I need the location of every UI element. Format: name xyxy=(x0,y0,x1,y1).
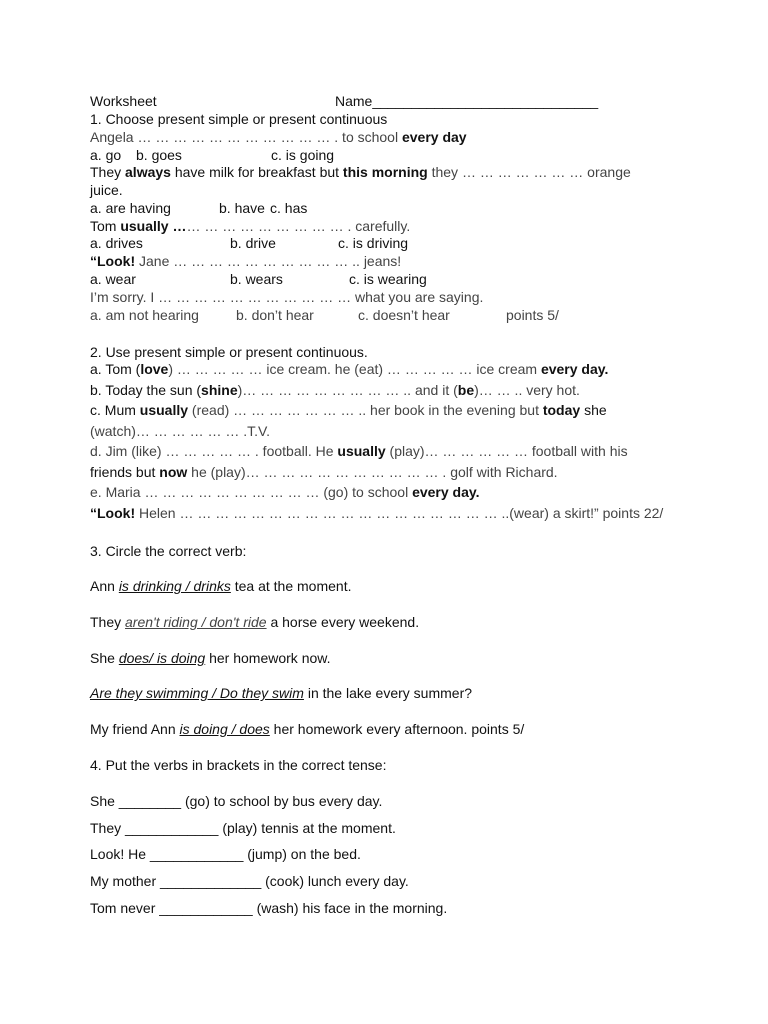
ex1-q1: Angela … … … … … … … … … … … . to school every day xyxy=(90,129,467,145)
ex4-line-5: Tom never ____________ (wash) his face in the morning. xyxy=(90,900,448,916)
ex3-sentence-5: My friend Ann is doing / does her homework every afternoon. points 5/ xyxy=(90,721,525,737)
ex3-heading: 3. Circle the correct verb: xyxy=(90,543,247,559)
ex4-line-4: My mother _____________ (cook) lunch every day. xyxy=(90,873,409,889)
ex1-points: points 5/ xyxy=(506,307,559,323)
ex2-item-e: e. Maria … … … … … … … … … … (go) to school every day. xyxy=(90,484,480,500)
ex1-q3: Tom usually …… … … … … … … … … . carefully. xyxy=(90,218,411,234)
ex4-line-1: She ________ (go) to school by bus every day. xyxy=(90,793,383,809)
ex3-sentence-1: Ann is drinking / drinks tea at the moment. xyxy=(90,578,352,594)
ex1-q4-options: a. wear b. wears c. is wearing xyxy=(90,271,427,287)
ex4-line-3: Look! He ____________ (jump) on the bed. xyxy=(90,846,361,862)
ex2-item-a: a. Tom (love) … … … … … ice cream. he (eat) … … … … … ice cream every day. xyxy=(90,361,609,377)
ex1-heading: 1. Choose present simple or present continuous xyxy=(90,111,388,127)
ex3-sentence-4: Are they swimming / Do they swim in the lake every summer? xyxy=(90,685,473,701)
ex3-sentence-3: She does/ is doing her homework now. xyxy=(90,650,331,666)
ex2-item-b: b. Today the sun (shine)… … … … … … … … … .. and it (be)… … .. very hot. xyxy=(90,382,580,398)
ex2-item-c-cont: (watch)… … … … … … .T.V. xyxy=(90,423,270,439)
ex2-item-d-cont: friends but now he (play)… … … … … … … … … … … . golf with Richard. xyxy=(90,464,558,480)
ex2-item-f: “Look! Helen … … … … … … … … … … … … … … … … … … ..(wear) a skirt!” points 22/ xyxy=(90,505,664,521)
ex2-item-d: d. Jim (like) … … … … … . football. He usually (play)… … … … … … football with his xyxy=(90,443,628,459)
ex1-q3-options: a. drives b. drive c. is driving xyxy=(90,235,409,251)
ex4-heading: 4. Put the verbs in brackets in the correct tense: xyxy=(90,757,387,773)
ex4-line-2: They ____________ (play) tennis at the moment. xyxy=(90,820,396,836)
ex3-sentence-2: They aren't riding / don't ride a horse every weekend. xyxy=(90,614,420,630)
ex2-item-c: c. Mum usually (read) … … … … … … … .. her book in the evening but today she xyxy=(90,402,607,418)
name-field: Name_____________________________ xyxy=(335,93,599,109)
worksheet-title: Worksheet xyxy=(90,93,157,109)
ex2-heading: 2. Use present simple or present continuous. xyxy=(90,344,368,360)
ex1-q5-options: a. am not hearing b. don’t hear c. doesn’t hear points 5/ xyxy=(90,307,559,323)
ex1-q2: They always have milk for breakfast but this morning they … … … … … … … orange xyxy=(90,164,631,180)
ex1-q4: “Look! Jane … … … … … … … … … … .. jeans! xyxy=(90,253,402,269)
ex1-q1-options: a. go b. goes c. is going xyxy=(90,147,335,163)
ex1-q5: I’m sorry. I … … … … … … … … … … … what you are saying. xyxy=(90,289,484,305)
ex1-q2-options: a. are having b. have c. has xyxy=(90,200,308,216)
worksheet-header xyxy=(90,93,599,110)
ex1-q2-cont: juice. xyxy=(90,182,123,198)
